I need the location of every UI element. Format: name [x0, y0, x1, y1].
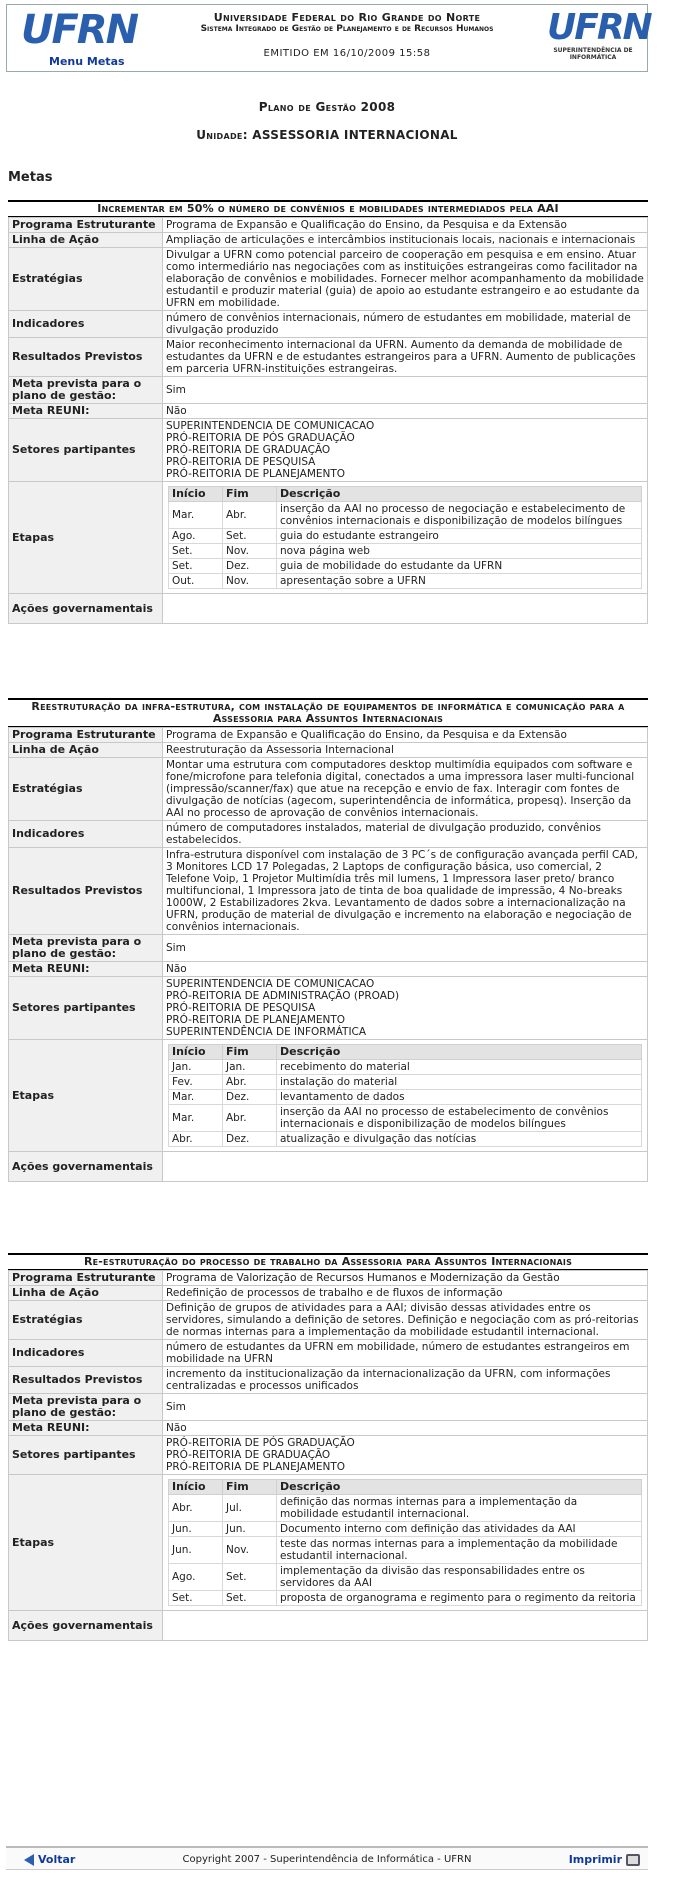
meta-value-estrategias [163, 248, 648, 311]
meta-label-estrategias: Estratégias [9, 758, 163, 821]
etapa-inicio: Ago. [169, 1564, 223, 1591]
meta-value-resultados [163, 848, 648, 935]
meta-label-meta_reuni: Meta REUNI: [9, 1421, 163, 1436]
meta-value-etapas [163, 1040, 648, 1152]
etapa-row [169, 1537, 642, 1564]
etapas-table [168, 486, 642, 589]
meta-row-programa [9, 1271, 648, 1286]
indicadores-text: número de computadores instalados, material de divulgação produzido, convênios estabelecidos. [166, 822, 601, 846]
etapa-descricao: teste das normas internas para a implementação da mobilidade estudantil internacional. [277, 1537, 642, 1564]
meta-value-meta_reuni [163, 404, 648, 419]
setor-item: PRÓ-REITORIA DE PLANEJAMENTO [166, 1461, 346, 1473]
meta-row-meta_prevista [9, 935, 648, 962]
col-fim: Fim [223, 487, 277, 502]
etapa-inicio: Jun. [169, 1537, 223, 1564]
etapa-descricao: apresentação sobre a UFRN [277, 574, 642, 589]
meta-label-acoes: Ações governamentais [9, 1611, 163, 1641]
university-name: Universidade Federal do Rio Grande do Norte [213, 11, 481, 24]
meta-value-indicadores [163, 1340, 648, 1367]
etapa-row [169, 1564, 642, 1591]
etapa-fim: Set. [223, 1591, 277, 1606]
meta-label-meta_reuni: Meta REUNI: [9, 404, 163, 419]
meta-table [8, 727, 648, 1182]
etapa-row [169, 1090, 642, 1105]
etapa-inicio: Set. [169, 1591, 223, 1606]
meta-label-linha: Linha de Ação [9, 233, 163, 248]
meta-row-estrategias [9, 248, 648, 311]
etapa-inicio: Jun. [169, 1522, 223, 1537]
meta-row-meta_reuni [9, 962, 648, 977]
meta-row-etapas [9, 1475, 648, 1611]
meta-value-etapas [163, 1475, 648, 1611]
meta-label-etapas: Etapas [9, 1475, 163, 1611]
meta-label-setores: Setores partipantes [9, 1436, 163, 1475]
meta-label-programa: Programa Estruturante [9, 1271, 163, 1286]
linha-text: Ampliação de articulações e intercâmbios institucionais locais, nacionais e internacionais [166, 234, 636, 246]
meta-row-setores [9, 1436, 648, 1475]
plan-title-block [6, 100, 648, 142]
meta-row-acoes [9, 1611, 648, 1641]
page-header [6, 4, 651, 72]
col-fim: Fim [223, 1480, 277, 1495]
meta-block [8, 200, 648, 624]
setor-item: SUPERINTENDENCIA DE COMUNICACAO [166, 420, 375, 432]
etapa-descricao: proposta de organograma e regimento para o regimento da reitoria [277, 1591, 642, 1606]
menu-metas-link[interactable]: Menu Metas [49, 55, 125, 68]
etapa-row [169, 1132, 642, 1147]
meta-row-setores [9, 977, 648, 1040]
etapa-row [169, 1522, 642, 1537]
etapa-row [169, 574, 642, 589]
meta-value-meta_reuni [163, 1421, 648, 1436]
etapa-inicio: Ago. [169, 529, 223, 544]
meta-label-etapas: Etapas [9, 482, 163, 594]
meta-value-linha [163, 233, 648, 248]
ufrn-logo [21, 7, 138, 53]
etapa-descricao: Documento interno com definição das atividades da AAI [277, 1522, 642, 1537]
meta-prevista-text: Sim [166, 1401, 186, 1413]
plan-unit-label: Unidade: [196, 128, 248, 142]
meta-value-meta_prevista [163, 1394, 648, 1421]
meta-block [8, 1253, 648, 1641]
meta-value-linha [163, 743, 648, 758]
setor-item: PRÓ-REITORIA DE PÓS GRADUAÇÃO [166, 1437, 355, 1449]
etapas-table [168, 1044, 642, 1147]
meta-row-indicadores [9, 821, 648, 848]
meta-value-estrategias [163, 1301, 648, 1340]
meta-value-meta_reuni [163, 962, 648, 977]
meta-row-linha [9, 743, 648, 758]
meta-value-meta_prevista [163, 935, 648, 962]
etapa-fim: Abr. [223, 1105, 277, 1132]
meta-label-estrategias: Estratégias [9, 248, 163, 311]
meta-value-estrategias [163, 758, 648, 821]
col-inicio: Início [169, 1480, 223, 1495]
ufrn-logo-text: UFRN [21, 7, 138, 53]
sinfo-logo-text: UFRN [547, 7, 651, 48]
copyright: Copyright 2007 - Superintendência de Informática - UFRN [182, 1854, 472, 1865]
meta-label-indicadores: Indicadores [9, 1340, 163, 1367]
etapa-row [169, 1075, 642, 1090]
etapa-fim: Dez. [223, 559, 277, 574]
meta-prevista-text: Sim [166, 942, 186, 954]
resultados-text: Maior reconhecimento internacional da UFRN. Aumento da demanda de mobilidade de estudantes da UFRN e de estudantes estrangeiros para a UFRN. Aumento de publicações em parceria UFRN-instituições estrangeiras. [166, 339, 636, 375]
meta-label-linha: Linha de Ação [9, 1286, 163, 1301]
meta-value-resultados [163, 1367, 648, 1394]
sinfo-logo [547, 7, 651, 61]
etapa-descricao: implementação da divisão das responsabilidades entre os servidores da AAI [277, 1564, 642, 1591]
plan-unit [6, 128, 648, 142]
setor-item: PRÓ-REITORIA DE PLANEJAMENTO [166, 1014, 346, 1026]
meta-row-meta_reuni [9, 1421, 648, 1436]
meta-reuni-text: Não [166, 963, 187, 975]
etapa-row [169, 559, 642, 574]
setor-item: SUPERINTENDENCIA DE COMUNICACAO [166, 978, 375, 990]
etapa-descricao: atualização e divulgação das notícias [277, 1132, 642, 1147]
meta-block [8, 698, 648, 1182]
meta-row-resultados [9, 1367, 648, 1394]
etapa-inicio: Abr. [169, 1132, 223, 1147]
meta-value-acoes [163, 1152, 648, 1182]
etapa-descricao: recebimento do material [277, 1060, 642, 1075]
meta-label-meta_prevista: Meta prevista para o plano de gestão: [9, 377, 163, 404]
meta-value-indicadores [163, 821, 648, 848]
linha-text: Redefinição de processos de trabalho e de fluxos de informação [166, 1287, 503, 1299]
meta-value-meta_prevista [163, 377, 648, 404]
etapa-fim: Set. [223, 1564, 277, 1591]
programa-text: Programa de Valorização de Recursos Humanos e Modernização da Gestão [166, 1272, 560, 1284]
col-inicio: Início [169, 1045, 223, 1060]
meta-value-programa [163, 728, 648, 743]
meta-label-acoes: Ações governamentais [9, 1152, 163, 1182]
meta-label-indicadores: Indicadores [9, 311, 163, 338]
col-descricao: Descrição [277, 487, 642, 502]
meta-label-resultados: Resultados Previstos [9, 1367, 163, 1394]
back-arrow-icon [24, 1854, 34, 1866]
indicadores-text: número de convênios internacionais, número de estudantes em mobilidade, material de divulgação produzido [166, 312, 631, 336]
programa-text: Programa de Expansão e Qualificação do Ensino, da Pesquisa e da Extensão [166, 219, 567, 231]
meta-row-estrategias [9, 758, 648, 821]
estrategias-text: Divulgar a UFRN como potencial parceiro de cooperação em pesquisa e em ensino. Atuar como intermediário nas negociações com as instituições estrangeiras como facilitador na elaboração de convênios e mobilidades. Fornecer melhor acompanhamento da mobilidade estudantil e produzir material (guia) de apoio ao estudante estrangeiro e ao estudante da UFRN em mobilidade. [166, 249, 644, 309]
etapa-descricao: nova página web [277, 544, 642, 559]
meta-row-acoes [9, 1152, 648, 1182]
setor-item: PRÓ-REITORIA DE GRADUAÇÃO [166, 444, 331, 456]
meta-label-setores: Setores partipantes [9, 977, 163, 1040]
setor-item: PRÓ-REITORIA DE ADMINISTRAÇÃO (PROAD) [166, 990, 400, 1002]
meta-label-meta_prevista: Meta prevista para o plano de gestão: [9, 1394, 163, 1421]
meta-row-meta_prevista [9, 1394, 648, 1421]
etapa-inicio: Fev. [169, 1075, 223, 1090]
etapa-row [169, 1591, 642, 1606]
estrategias-text: Montar uma estrutura com computadores desktop multimídia equipados com software e fone/microfone para telefonia digital, conectados a uma impressora laser multi-funcional (impressão/scanner/fax) que atue na recepção e envio de fax. Interagir com fontes de divulgação de notícias (agecom, superintendência de informática, propesq). Inserção da AAI no processo de aprovação de convênios internacionais. [166, 759, 635, 819]
etapa-fim: Jun. [223, 1522, 277, 1537]
meta-value-setores [163, 977, 648, 1040]
etapa-inicio: Set. [169, 559, 223, 574]
plan-unit-value: ASSESSORIA INTERNACIONAL [252, 128, 458, 142]
meta-table [8, 217, 648, 624]
meta-title: Reestruturação da infra-estrutura, com instalação de equipamentos de informática e comunicação para a Assessoria para Assuntos Internacionais [8, 698, 648, 727]
meta-reuni-text: Não [166, 1422, 187, 1434]
linha-text: Reestruturação da Assessoria Internacional [166, 744, 394, 756]
etapa-inicio: Jan. [169, 1060, 223, 1075]
meta-value-setores [163, 419, 648, 482]
meta-label-programa: Programa Estruturante [9, 218, 163, 233]
meta-label-meta_reuni: Meta REUNI: [9, 962, 163, 977]
back-label: Voltar [38, 1853, 76, 1866]
meta-label-linha: Linha de Ação [9, 743, 163, 758]
meta-value-setores [163, 1436, 648, 1475]
meta-row-indicadores [9, 311, 648, 338]
meta-value-acoes [163, 594, 648, 624]
meta-label-programa: Programa Estruturante [9, 728, 163, 743]
etapa-inicio: Mar. [169, 502, 223, 529]
meta-label-resultados: Resultados Previstos [9, 338, 163, 377]
meta-label-etapas: Etapas [9, 1040, 163, 1152]
etapa-descricao: levantamento de dados [277, 1090, 642, 1105]
etapa-fim: Set. [223, 529, 277, 544]
col-inicio: Início [169, 487, 223, 502]
sinfo-logo-sub: SUPERINTENDÊNCIA DE INFORMÁTICA [553, 47, 633, 61]
back-button[interactable] [24, 1853, 75, 1866]
setor-item: PRÓ-REITORIA DE PESQUISA [166, 1002, 316, 1014]
col-fim: Fim [223, 1045, 277, 1060]
meta-prevista-text: Sim [166, 384, 186, 396]
system-name: Sistema Integrado de Gestão de Planejamento e de Recursos Humanos [200, 24, 494, 34]
meta-row-resultados [9, 848, 648, 935]
meta-row-etapas [9, 1040, 648, 1152]
etapa-fim: Jan. [223, 1060, 277, 1075]
meta-row-etapas [9, 482, 648, 594]
etapa-fim: Jul. [223, 1495, 277, 1522]
meta-row-programa [9, 218, 648, 233]
etapas-table [168, 1479, 642, 1606]
etapa-row [169, 1105, 642, 1132]
meta-value-indicadores [163, 311, 648, 338]
meta-title: Re-estruturação do processo de trabalho da Assessoria para Assuntos Internacionais [8, 1253, 648, 1270]
etapa-fim: Dez. [223, 1090, 277, 1105]
etapa-inicio: Abr. [169, 1495, 223, 1522]
resultados-text: incremento da institucionalização da internacionalização da UFRN, com informações centralizadas e processos unificados [166, 1368, 611, 1392]
etapa-inicio: Out. [169, 574, 223, 589]
meta-row-resultados [9, 338, 648, 377]
etapa-descricao: inserção da AAI no processo de negociação e estabelecimento de convênios internacionais e disponibilização de modelos bilíngues [277, 502, 642, 529]
emission-date: EMITIDO EM 16/10/2009 15:58 [263, 48, 431, 59]
meta-value-resultados [163, 338, 648, 377]
setor-item: PRÓ-REITORIA DE PÓS GRADUAÇÃO [166, 432, 355, 444]
header-center [157, 11, 537, 59]
etapa-row [169, 544, 642, 559]
meta-reuni-text: Não [166, 405, 187, 417]
programa-text: Programa de Expansão e Qualificação do Ensino, da Pesquisa e da Extensão [166, 729, 567, 741]
print-label: Imprimir [568, 1853, 622, 1866]
etapa-row [169, 502, 642, 529]
etapa-descricao: instalação do material [277, 1075, 642, 1090]
etapa-fim: Nov. [223, 1537, 277, 1564]
printer-icon [626, 1854, 640, 1866]
meta-label-indicadores: Indicadores [9, 821, 163, 848]
setor-item: PRÓ-REITORIA DE PESQUISA [166, 456, 316, 468]
meta-row-estrategias [9, 1301, 648, 1340]
meta-value-acoes [163, 1611, 648, 1641]
meta-value-programa [163, 1271, 648, 1286]
meta-row-meta_reuni [9, 404, 648, 419]
col-descricao: Descrição [277, 1045, 642, 1060]
meta-table [8, 1270, 648, 1641]
meta-label-estrategias: Estratégias [9, 1301, 163, 1340]
etapa-fim: Dez. [223, 1132, 277, 1147]
etapa-descricao: guia do estudante estrangeiro [277, 529, 642, 544]
metas-heading: Metas [8, 170, 53, 185]
meta-row-linha [9, 1286, 648, 1301]
etapa-inicio: Set. [169, 544, 223, 559]
meta-title: Incrementar em 50% o número de convênios e mobilidades intermediados pela AAI [8, 200, 648, 217]
setor-item: PRÓ-REITORIA DE PLANEJAMENTO [166, 468, 346, 480]
meta-row-acoes [9, 594, 648, 624]
meta-value-programa [163, 218, 648, 233]
meta-row-meta_prevista [9, 377, 648, 404]
page-footer [6, 1846, 648, 1870]
meta-label-setores: Setores partipantes [9, 419, 163, 482]
etapa-row [169, 1495, 642, 1522]
etapa-row [169, 529, 642, 544]
meta-row-setores [9, 419, 648, 482]
etapa-descricao: inserção da AAI no processo de estabelecimento de convênios internacionais e disponibilização de modelos bilíngues [277, 1105, 642, 1132]
meta-label-acoes: Ações governamentais [9, 594, 163, 624]
print-button[interactable] [569, 1853, 640, 1866]
meta-row-programa [9, 728, 648, 743]
setor-item: SUPERINTENDÊNCIA DE INFORMÁTICA [166, 1026, 367, 1038]
etapa-descricao: definição das normas internas para a implementação da mobilidade estudantil internacional. [277, 1495, 642, 1522]
etapa-fim: Nov. [223, 544, 277, 559]
meta-label-resultados: Resultados Previstos [9, 848, 163, 935]
meta-label-meta_prevista: Meta prevista para o plano de gestão: [9, 935, 163, 962]
meta-row-indicadores [9, 1340, 648, 1367]
etapa-row [169, 1060, 642, 1075]
resultados-text: Infra-estrutura disponível com instalação de 3 PC´s de configuração avançada perfil CAD, 3 Monitores LCD 17 Polegadas, 2 Laptops de configuração básica, uso comercial, 2 Telefone Voip, 1 Projetor Multimídia três mil lumens, 1 Impressora laser preto/ branco multifuncional, 1 Impressora jato de tinta de boa qualidade de impressão, 4 No-breaks 1000W, 2 Estabilizadores 2kva. Levantamento de dados sobre a internacionalização na UFRN, produção de material de divulgação e incremento na elaboração e negociação de convênios internacionais. [166, 849, 638, 933]
plan-title: Plano de Gestão 2008 [258, 100, 396, 114]
meta-value-etapas [163, 482, 648, 594]
etapa-descricao: guia de mobilidade do estudante da UFRN [277, 559, 642, 574]
etapa-fim: Abr. [223, 502, 277, 529]
etapa-fim: Nov. [223, 574, 277, 589]
setor-item: PRÓ-REITORIA DE GRADUAÇÃO [166, 1449, 331, 1461]
estrategias-text: Definição de grupos de atividades para a AAI; divisão dessas atividades entre os servidores, simulando a definição de setores. Definição e negociação com as pró-reitorias de normas internas para a implementação da mobilidade estudantil internacional. [166, 1302, 639, 1338]
etapa-inicio: Mar. [169, 1090, 223, 1105]
meta-value-linha [163, 1286, 648, 1301]
col-descricao: Descrição [277, 1480, 642, 1495]
etapa-inicio: Mar. [169, 1105, 223, 1132]
indicadores-text: número de estudantes da UFRN em mobilidade, número de estudantes estrangeiros em mobilidade na UFRN [166, 1341, 630, 1365]
meta-row-linha [9, 233, 648, 248]
etapa-fim: Abr. [223, 1075, 277, 1090]
